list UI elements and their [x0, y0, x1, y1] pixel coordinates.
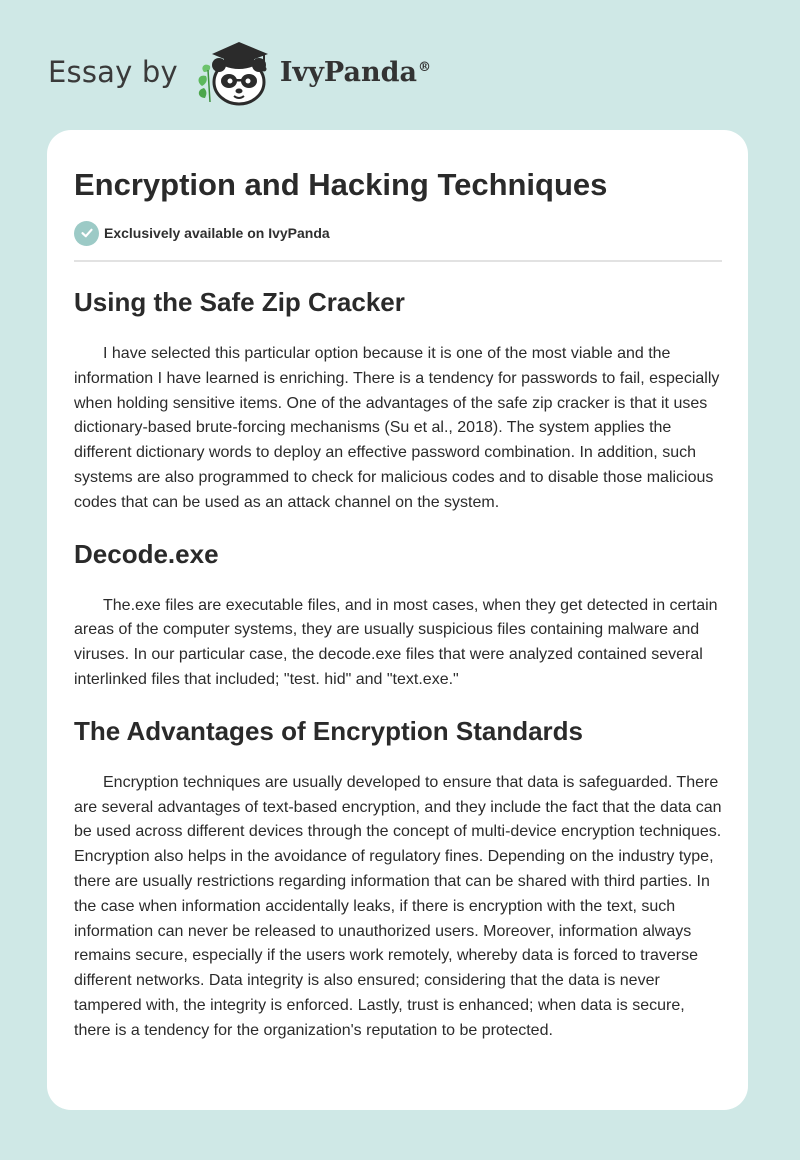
- site-header: [48, 36, 431, 108]
- page-title: Encryption and Hacking Techniques: [74, 167, 608, 202]
- section-body-safe-zip-cracker: I have selected this particular option because it is one of the most viable and the information I have learned is enriching. There is a tendency for passwords to fail, especially when holding sensitive items. One of the advantages of the safe zip cracker is that it uses dictionary-based brute-forcing mechanisms (Su et al., 2018). The system applies the different dictionary words to deploy an effective password combination. In addition, such systems are also programmed to check for malicious codes and to disable those malicious codes that can be used as an attack channel on the system.: [74, 345, 720, 511]
- section-heading-encryption-advantages: The Advantages of Encryption Standards: [74, 715, 584, 746]
- section-heading-decode-exe: Decode.exe: [74, 538, 219, 569]
- ivypanda-logo-icon[interactable]: [192, 36, 274, 108]
- brand-name[interactable]: IvyPanda®: [279, 56, 431, 88]
- section-heading-safe-zip-cracker: Using the Safe Zip Cracker: [74, 287, 405, 317]
- registered-mark: ®: [417, 59, 431, 75]
- exclusive-badge: [74, 220, 722, 246]
- section-body-encryption-advantages: Encryption techniques are usually developed to ensure that data is safeguarded. There are several advantages of text-based encryption, and they include the fact that the data can be used across different devices through the concept of multi-device encryption techniques. Encryption also helps in the avoidance of regulatory fines. Depending on the industry type, there are usually restrictions regarding information that can be shared with third parties. In the case when information accidentally leaks, if there is encryption with the text, such information can never be released to unauthorized users. Moreover, information always remains secure, especially if the users work remotely, whereby data is forced to traverse different networks. Data integrity is also ensured; considering that the data is never tampered with, the integrity is enforced. Lastly, trust is enhanced; when data is secure, there is a tendency for the organization's reputation to be protected.: [74, 773, 722, 1039]
- title-divider: [74, 260, 722, 262]
- exclusive-label: Exclusively available on IvyPanda: [104, 225, 330, 241]
- section-body-decode-exe: The.exe files are executable files, and in most cases, when they get detected in certain areas of the computer systems, they are usually suspicious files containing malware and viruses. In our particular case, the decode.exe files that were analyzed contained several interlinked files that included; "test. hid" and "text.exe.": [74, 596, 718, 688]
- essay-by-label: Essay by: [48, 55, 178, 89]
- check-circle-icon: [74, 221, 99, 246]
- essay-card: [47, 130, 748, 1110]
